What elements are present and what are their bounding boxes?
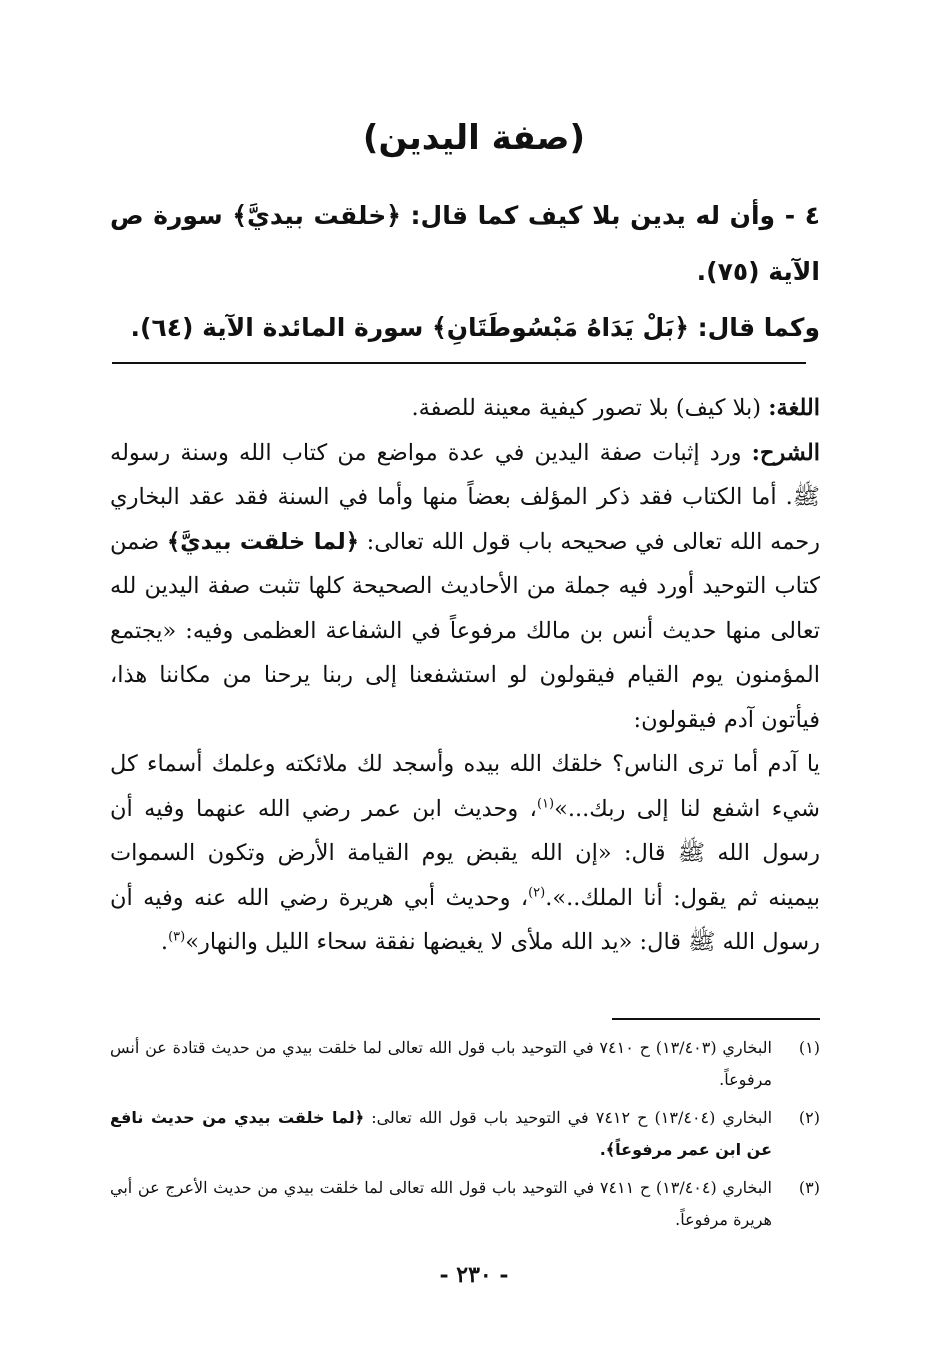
- main-separator: [112, 362, 806, 364]
- footnote-3: [110, 1172, 820, 1236]
- footnote-2: [110, 1102, 820, 1166]
- footnote-text-a: البخاري (١٣/٤٠٤) ح ٧٤١٢ في التوحيد باب قول الله تعالى:: [364, 1108, 773, 1127]
- footnote-ref-1[interactable]: (١): [536, 796, 555, 811]
- section-title: (صفة اليدين): [362, 118, 586, 158]
- footnote-number: (٢): [798, 1108, 820, 1127]
- commentary: [110, 386, 820, 965]
- lugha-label: اللغة:: [768, 395, 820, 421]
- footnote-1: [110, 1032, 820, 1096]
- sharh-text-a: ورد إثبات صفة اليدين في عدة مواضع من كتاب الله وسنة رسوله ﷺ. أما الكتاب فقد ذكر المؤلف بعضاً منها وأما في السنة فقد عقد البخاري رحمه الله تعالى في صحيحه باب قول الله تعالى:: [110, 439, 820, 555]
- sharh-paragraph-1: [110, 431, 820, 743]
- quran-quote: ﴿لما خلقت بيديَّ﴾: [167, 528, 359, 555]
- footnote-separator: [612, 1018, 820, 1020]
- footnote-ref-3[interactable]: (٣): [168, 929, 186, 945]
- sharh-label: الشرح:: [751, 439, 820, 466]
- footnote-number: (٣): [798, 1178, 820, 1197]
- hadith-text-c: ، وحديث أبي هريرة رضي الله عنه وفيه أن رسول الله ﷺ قال: «يد الله ملأى لا يغيضها نفقة سحاء الليل والنهار»: [110, 884, 820, 955]
- footnotes: [110, 1032, 820, 1242]
- hadith-text-b: ، وحديث ابن عمر رضي الله عنهما وفيه أن رسول الله ﷺ قال: «إن الله يقبض يوم القيامة الأرض وتكون السموات بيمينه ثم يقول: أنا الملك..».: [110, 795, 820, 911]
- sharh-text-b: ضمن كتاب التوحيد أورد فيه جملة من الأحاديث الصحيحة كلها تثبت صفة اليدين لله تعالى منها حديث أنس بن مالك مرفوعاً في الشفاعة العظمى وفيه: «يجتمع المؤمنون يوم القيام فيقولون لو استشفعنا إلى ربنا يرحنا من مكاننا هذا، فيأتون آدم فيقولون:: [110, 528, 820, 733]
- paragraph-end: .: [160, 929, 169, 955]
- lugha-text: (بلا كيف) بلا تصور كيفية معينة للصفة.: [411, 395, 769, 421]
- matn-line-2: وكما قال: ﴿بَلْ يَدَاهُ مَبْسُوطَتَانِ﴾ سورة المائدة الآية (٦٤).: [130, 313, 820, 342]
- matn-line-1: ٤ - وأن له يدين بلا كيف كما قال: ﴿خلقت بيديَّ﴾ سورة ص الآية (٧٥).: [110, 201, 820, 286]
- footnote-ref-2[interactable]: (٢): [528, 885, 546, 900]
- page-number: - ٢٣٠ -: [439, 1262, 509, 1288]
- footnote-number: (١): [798, 1038, 820, 1057]
- footnote-text: [110, 1102, 772, 1166]
- footnote-text: البخاري (١٣/٤٠٣) ح ٧٤١٠ في التوحيد باب قول الله تعالى لما خلقت بيدي من حديث قتادة عن أنس مرفوعاً.: [110, 1038, 772, 1089]
- lugha-paragraph: [110, 386, 820, 431]
- footnote-text-b: ﴿لما خلقت بيدي من حديث نافع عن ابن عمر مرفوعاً﴾.: [110, 1108, 772, 1159]
- footnote-text: البخاري (١٣/٤٠٤) ح ٧٤١١ في التوحيد باب قول الله تعالى لما خلقت بيدي من حديث الأعرج عن أبي هريرة مرفوعاً.: [110, 1178, 772, 1229]
- matn-text: [110, 188, 820, 356]
- sharh-paragraph-2: [110, 742, 820, 965]
- hadith-text-a: يا آدم أما ترى الناس؟ خلقك الله بيده وأسجد لك ملائكته وعلمك أسماء كل شيء اشفع لنا إلى ربك...»: [110, 751, 820, 822]
